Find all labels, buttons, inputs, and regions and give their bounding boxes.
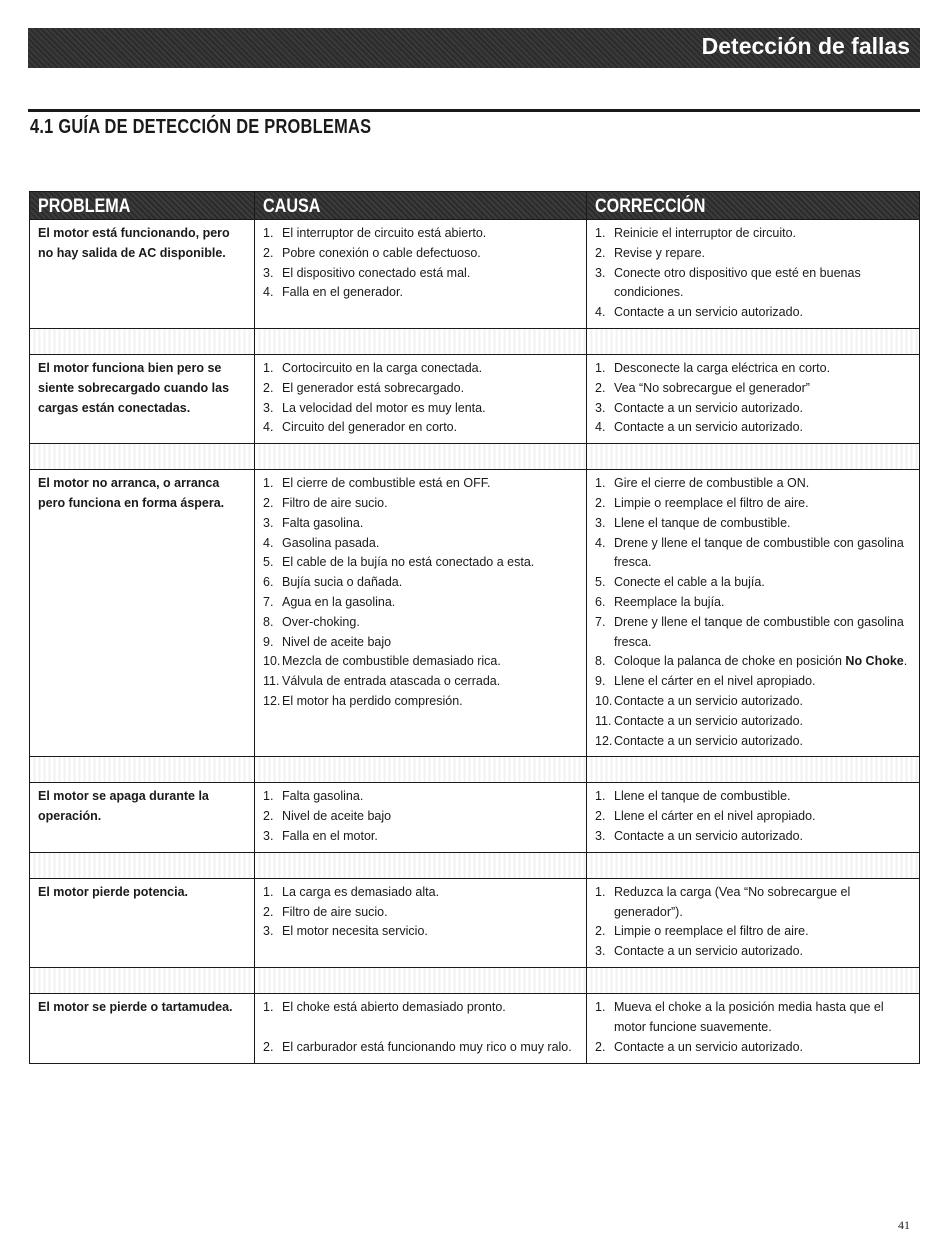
correction-cell: [587, 354, 920, 443]
cause-item: 7. Agua en la gasolina.: [263, 594, 396, 609]
problem-cell: El motor está funcionando, pero no hay salida de AC disponible.: [30, 220, 255, 329]
cause-item: 3. Falta gasolina.: [263, 515, 364, 530]
correction-cell: [587, 993, 920, 1063]
cause-item: 5. El cable de la bujía no está conectado a esta.: [263, 555, 535, 570]
column-header-problem: PROBLEMA: [30, 192, 255, 220]
troubleshooting-table: [29, 191, 920, 1064]
column-header-correction: CORRECCIÓN: [587, 192, 920, 220]
correction-item: 2. Llene el cárter en el nivel apropiado.: [595, 809, 816, 824]
problem-cell: El motor pierde potencia.: [30, 878, 255, 967]
correction-item: 6. Reemplace la bujía.: [595, 594, 725, 609]
table-spacer-row: [30, 852, 920, 878]
correction-cell: [587, 220, 920, 329]
cause-item: 1. El cierre de combustible está en OFF.: [263, 476, 491, 491]
correction-item: 7. Drene y llene el tanque de combustible con gasolina fresca.: [595, 614, 904, 649]
correction-item: 3. Llene el tanque de combustible.: [595, 515, 791, 530]
cause-cell: [255, 783, 587, 852]
cause-item: 2. Nivel de aceite bajo: [263, 809, 392, 824]
no-choke-emphasis: No Choke: [845, 654, 904, 669]
cause-item: 2. Pobre conexión o cable defectuoso.: [263, 245, 481, 260]
cause-item: 3. La velocidad del motor es muy lenta.: [263, 400, 486, 415]
cause-item: 3. El motor necesita servicio.: [263, 924, 428, 939]
cause-item: 4. Gasolina pasada.: [263, 535, 380, 550]
correction-item: 2. Contacte a un servicio autorizado.: [595, 1039, 803, 1054]
correction-item: 3. Contacte a un servicio autorizado.: [595, 400, 803, 415]
correction-item: 1. Llene el tanque de combustible.: [595, 789, 791, 804]
cause-item: 2. El generador está sobrecargado.: [263, 380, 465, 395]
correction-item: 10. Contacte a un servicio autorizado.: [595, 693, 803, 708]
correction-item: 2. Limpie o reemplace el filtro de aire.: [595, 495, 809, 510]
cause-item: 8. Over-choking.: [263, 614, 360, 629]
correction-item: 11. Contacte a un servicio autorizado.: [595, 713, 803, 728]
table-spacer-row: [30, 757, 920, 783]
cause-cell: [255, 470, 587, 757]
table-row: [30, 993, 920, 1063]
correction-item: 9. Llene el cárter en el nivel apropiado.: [595, 674, 816, 689]
cause-item: 3. El dispositivo conectado está mal.: [263, 265, 471, 280]
correction-cell: [587, 783, 920, 852]
column-header-cause: CAUSA: [255, 192, 587, 220]
cause-item: 11. Válvula de entrada atascada o cerrada.: [263, 674, 501, 689]
cause-item: 6. Bujía sucia o dañada.: [263, 575, 403, 590]
cause-item: 1. Cortocircuito en la carga conectada.: [263, 360, 483, 375]
cause-item: 9. Nivel de aceite bajo: [263, 634, 392, 649]
cause-item: 1. El choke está abierto demasiado pronto.: [263, 999, 506, 1014]
problem-cell: El motor se apaga durante la operación.: [30, 783, 255, 852]
section-title: 4.1 GUÍA DE DETECCIÓN DE PROBLEMAS: [30, 116, 372, 138]
page-number: 41: [898, 1218, 910, 1232]
correction-item: 4. Drene y llene el tanque de combustible con gasolina fresca.: [595, 535, 904, 570]
correction-item: 5. Conecte el cable a la bujía.: [595, 575, 765, 590]
correction-item: 1. Gire el cierre de combustible a ON.: [595, 476, 810, 491]
cause-cell: [255, 993, 587, 1063]
correction-item: 1. Reinicie el interruptor de circuito.: [595, 226, 797, 240]
section-divider: [28, 109, 920, 112]
cause-item: 3. Falla en el motor.: [263, 828, 378, 843]
cause-item: 2. El carburador está funcionando muy rico o muy ralo.: [263, 1039, 572, 1054]
table-row: [30, 354, 920, 443]
choke-instruction-end: .: [903, 654, 908, 669]
cause-cell: [255, 878, 587, 967]
problem-cell: El motor se pierde o tartamudea.: [30, 993, 255, 1063]
correction-item: 4. Contacte a un servicio autorizado.: [595, 305, 803, 320]
table-spacer-row: [30, 328, 920, 354]
correction-item: 3. Contacte a un servicio autorizado.: [595, 944, 803, 959]
correction-cell: [587, 470, 920, 757]
problem-cell: El motor no arranca, o arranca pero funciona en forma áspera.: [30, 470, 255, 757]
cause-item: 1. La carga es demasiado alta.: [263, 884, 440, 899]
table-spacer-row: [30, 967, 920, 993]
correction-item: 3. Conecte otro dispositivo que esté en buenas condiciones.: [595, 265, 861, 300]
cause-item: 4. Circuito del generador en corto.: [263, 420, 458, 435]
cause-item: 12. El motor ha perdido compresión.: [263, 693, 463, 708]
cause-item: 10. Mezcla de combustible demasiado rica.: [263, 654, 501, 669]
correction-item: 1. Reduzca la carga (Vea “No sobrecargue el generador”).: [595, 884, 851, 919]
chapter-header-bar: [28, 28, 920, 68]
table-row: [30, 783, 920, 852]
correction-item: 2. Vea “No sobrecargue el generador”: [595, 380, 810, 395]
cause-item: 4. Falla en el generador.: [263, 285, 403, 300]
correction-item: 4. Contacte a un servicio autorizado.: [595, 420, 803, 435]
correction-item: 3. Contacte a un servicio autorizado.: [595, 828, 803, 843]
table-row: [30, 878, 920, 967]
table-row: [30, 470, 920, 757]
correction-item: 1. Mueva el choke a la posición media hasta que el motor funcione suavemente.: [595, 999, 884, 1034]
correction-item: 1. Desconecte la carga eléctrica en corto.: [595, 360, 831, 375]
cause-item: 1. El interruptor de circuito está abierto.: [263, 226, 487, 240]
table-row: [30, 220, 920, 329]
correction-item: 12. Contacte a un servicio autorizado.: [595, 733, 803, 748]
choke-instruction-text: Coloque la palanca de choke en posición: [614, 654, 846, 669]
cause-cell: [255, 220, 587, 329]
cause-item: 1. Falta gasolina.: [263, 789, 364, 804]
cause-cell: [255, 354, 587, 443]
cause-item: 2. Filtro de aire sucio.: [263, 495, 388, 510]
problem-cell: El motor funciona bien pero se siente sobrecargado cuando las cargas están conectadas.: [30, 354, 255, 443]
cause-item: 2. Filtro de aire sucio.: [263, 904, 388, 919]
chapter-title: Detección de fallas: [701, 33, 910, 59]
table-header-row: [30, 192, 920, 220]
table-spacer-row: [30, 444, 920, 470]
correction-item: 2. Revise y repare.: [595, 245, 706, 260]
correction-cell: [587, 878, 920, 967]
correction-item: 8. Coloque la palanca de choke en posición No Choke.: [595, 654, 908, 669]
correction-item: 2. Limpie o reemplace el filtro de aire.: [595, 924, 809, 939]
